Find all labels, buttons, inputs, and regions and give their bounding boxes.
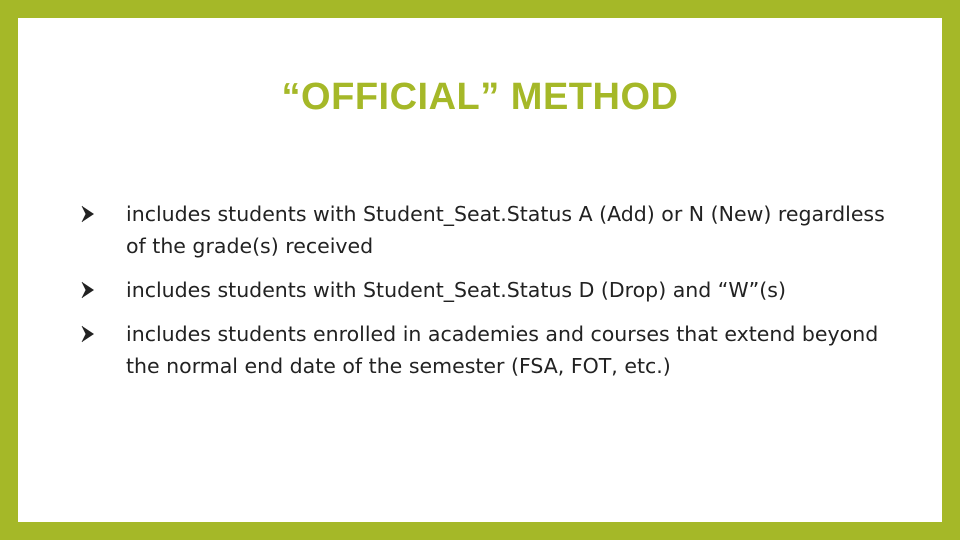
bullet-text-3: includes students enrolled in academies and courses that extend beyond the normal end date of the semester (FSA, FOT, etc.) (126, 322, 879, 378)
arrowhead-bullet-icon (80, 198, 104, 230)
arrowhead-bullet-icon (80, 274, 104, 306)
bullet-item-1 (78, 198, 898, 262)
bullet-list (78, 198, 898, 394)
bullet-item-2 (78, 274, 898, 306)
arrowhead-bullet-icon (80, 318, 104, 350)
bullet-text-2: includes students with Student_Seat.Status D (Drop) and “W”(s) (126, 278, 786, 302)
bullet-text-1: includes students with Student_Seat.Status A (Add) or N (New) regardless of the grade(s) received (126, 202, 885, 258)
slide-title: “OFFICIAL” METHOD (281, 76, 679, 118)
bullet-item-3 (78, 318, 898, 382)
